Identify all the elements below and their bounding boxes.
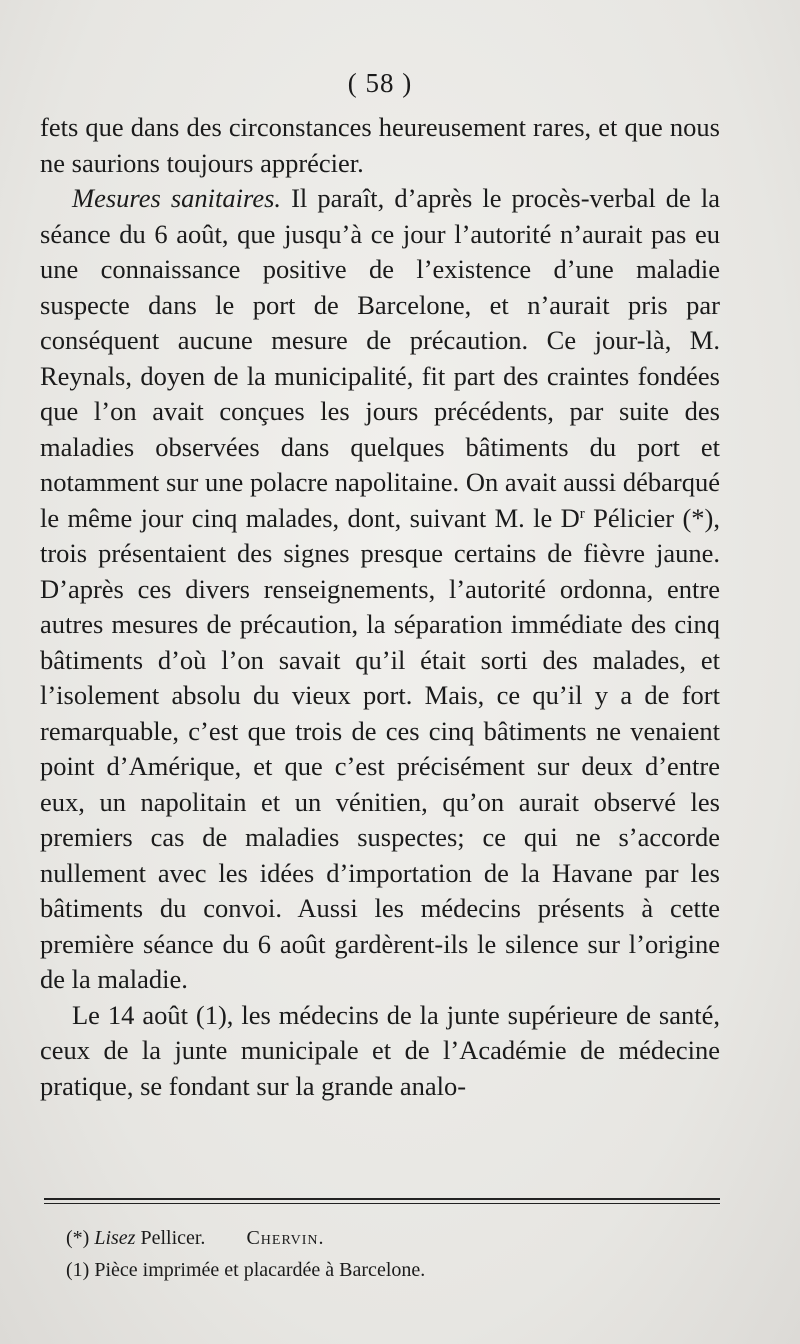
- footnote-asterisk: [66, 1222, 716, 1254]
- footnote-text: Pellicer.: [140, 1227, 206, 1249]
- footnote-rule: [44, 1198, 720, 1200]
- footnote-italic: Lisez: [94, 1227, 136, 1249]
- section-heading-italic: Mesures sanitaires.: [72, 183, 282, 213]
- footnote-rule-thin: [44, 1203, 720, 1204]
- main-text: [40, 110, 720, 1104]
- footnote-1: (1) Pièce imprimée et placardée à Barcelone.: [66, 1259, 426, 1281]
- footnote-mark: (*): [66, 1227, 90, 1249]
- paragraph-text: Pélicier (*), trois présentaient des signes presque certains de fièvre jaune. D’après ces divers renseignements, l’autorité ordonna, entre autres mesures de précaution, la séparation immédiate des cinq bâtiments d’où l’on savait qu’il était sorti des malades, et l’isolement absolu du vieux port. Mais, ce qu’il y a de fort remarquable, c’est que trois de ces cinq bâtiments ne venaient point d’Amérique, et que c’est précisément sur deux d’entre eux, un napolitain et un vénitien, qu’on aurait observé les premiers cas de maladies suspectes; ce qui ne s’accorde nullement avec les idées d’importation de la Havane par les bâtiments du convoi. Aussi les médecins présents à cette première séance du 6 août gardèrent-ils le silence sur l’origine de la maladie.: [40, 502, 720, 994]
- footnotes: [66, 1222, 716, 1286]
- page-number: ( 58 ): [347, 68, 413, 98]
- paragraph-text: Il paraît, d’après le procès-verbal de la séance du 6 août, que jusqu’à ce jour l’autorité n’aurait pas eu une connaissance positive de l’existence d’une maladie suspecte dans le port de Barcelone, et n’aurait pris par conséquent aucune mesure de précaution. Ce jour-là, M. Reynals, doyen de la municipalité, fit part des craintes fondées que l’on avait conçues les jours précédents, par suite des maladies observées dans quelques bâtiments du port et notamment sur une polacre napolitaine. On avait aussi débarqué le même jour cinq malades, dont, suivant M. le D: [40, 183, 720, 533]
- superscript: r: [579, 505, 585, 522]
- paragraph-continuation: fets que dans des circonstances heureusement rares, et que nous ne saurions toujours apprécier.: [40, 112, 720, 178]
- footnote-signature: Chervin.: [246, 1227, 325, 1249]
- paragraph-mesures-sanitaires: [40, 181, 720, 998]
- paragraph-14-aout: Le 14 août (1), les médecins de la junte supérieure de santé, ceux de la junte municipale et de l’Académie de médecine pratique, se fondant sur la grande analo-: [40, 999, 720, 1101]
